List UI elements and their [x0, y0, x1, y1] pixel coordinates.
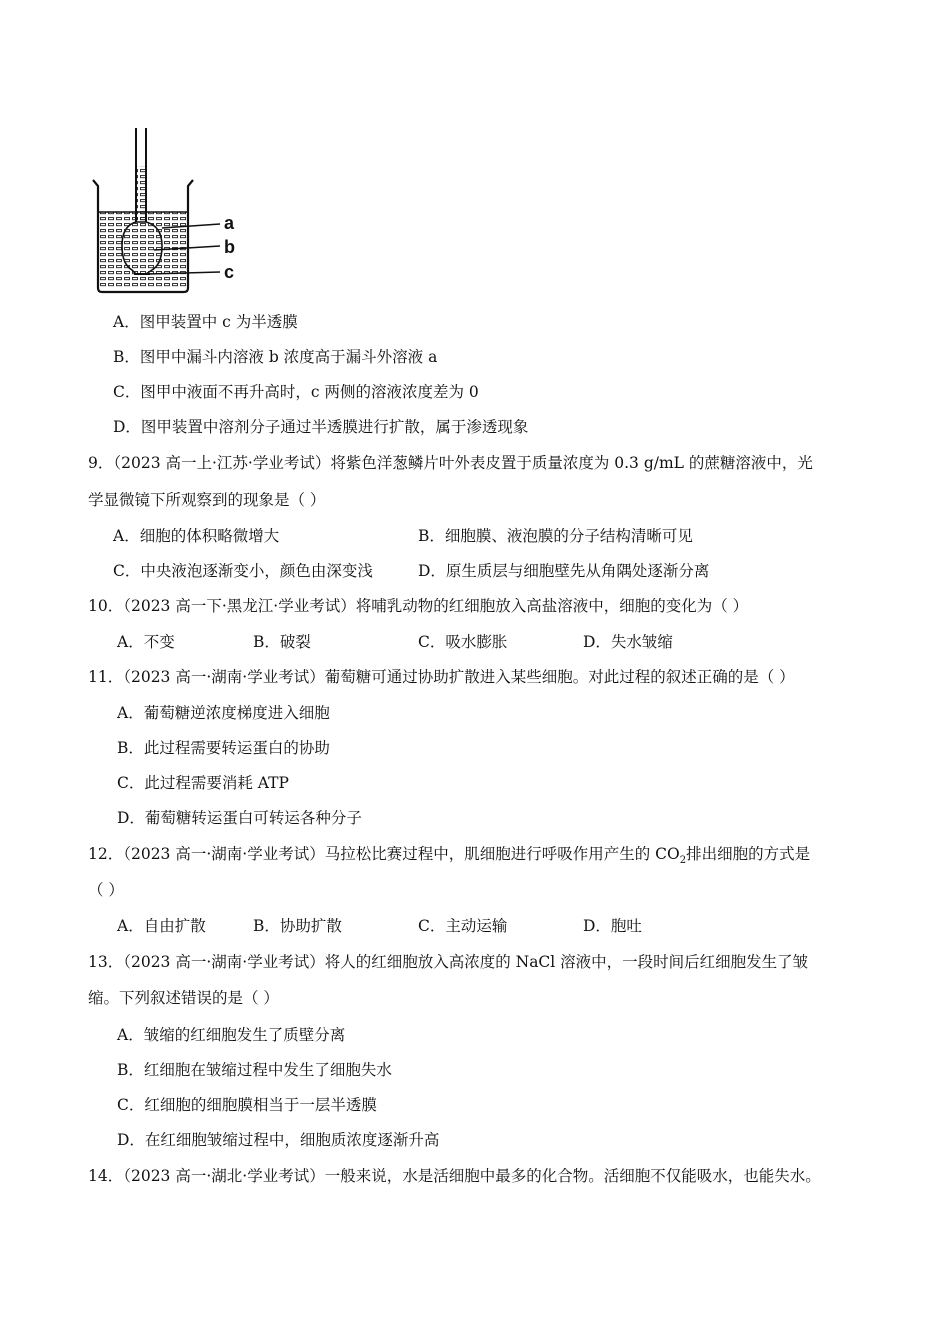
osmosis-apparatus-figure: [92, 126, 252, 298]
q12-stem-post: 排出细胞的方式是: [686, 845, 811, 863]
q12-option-a: A．自由扩散: [117, 917, 206, 935]
q11-option-a: A．葡萄糖逆浓度梯度进入细胞: [117, 704, 330, 722]
q10-option-c: C．吸水膨胀: [418, 633, 508, 651]
q10-option-d: D．失水皱缩: [583, 633, 673, 651]
q12-stem-line1: [88, 843, 810, 872]
q13-option-d: D．在红细胞皱缩过程中，细胞质浓度逐渐升高: [117, 1131, 440, 1149]
q10-option-a: A．不变: [117, 633, 175, 651]
q10-option-b: B．破裂: [253, 633, 311, 651]
q8-option-b: B．图甲中漏斗内溶液 b 浓度高于漏斗外溶液 a: [113, 348, 438, 366]
q8-option-c: C．图甲中液面不再升高时，c 两侧的溶液浓度差为 0: [113, 383, 479, 401]
q11-stem-line1: 11．（2023 高一·湖南·学业考试）葡萄糖可通过协助扩散进入某些细胞。对此过程的叙述正确的是（ ）: [88, 668, 795, 686]
figure-label-b: b: [224, 237, 235, 257]
q12-option-c: C．主动运输: [418, 917, 508, 935]
q12-stem-pre: 12．（2023 高一·湖南·学业考试）马拉松比赛过程中，肌细胞进行呼吸作用产生的 CO: [88, 845, 680, 863]
q13-option-a: A．皱缩的红细胞发生了质壁分离: [117, 1026, 346, 1044]
q13-stem-line1: 13．（2023 高一·湖南·学业考试）将人的红细胞放入高浓度的 NaCl 溶液中，一段时间后红细胞发生了皱: [88, 953, 809, 971]
q12-stem-line2: （ ）: [88, 881, 124, 899]
q10-stem-line1: 10．（2023 高一下·黑龙江·学业考试）将哺乳动物的红细胞放入高盐溶液中，细胞的变化为（ ）: [88, 597, 749, 615]
q9-option-a: A．细胞的体积略微增大: [113, 527, 280, 545]
q9-stem-line2: 学显微镜下所观察到的现象是（ ）: [88, 491, 326, 509]
figure-label-c: c: [224, 262, 235, 282]
figure-label-a: a: [224, 213, 235, 233]
q13-stem-line2: 缩。下列叙述错误的是（ ）: [88, 989, 279, 1007]
q9-stem-line1: 9．（2023 高一上·江苏·学业考试）将紫色洋葱鳞片叶外表皮置于质量浓度为 0.3 g/mL 的蔗糖溶液中，光: [88, 454, 813, 472]
q11-option-d: D．葡萄糖转运蛋白可转运各种分子: [117, 809, 362, 827]
q12-option-d: D．胞吐: [583, 917, 642, 935]
q14-stem-line1: 14．（2023 高一·湖北·学业考试）一般来说，水是活细胞中最多的化合物。活细胞不仅能吸水，也能失水。: [88, 1167, 821, 1185]
q13-option-c: C．红细胞的细胞膜相当于一层半透膜: [117, 1096, 377, 1114]
q9-option-c: C．中央液泡逐渐变小，颜色由深变浅: [113, 562, 373, 580]
q9-option-d: D．原生质层与细胞壁先从角隅处逐渐分离: [418, 562, 710, 580]
q11-option-b: B．此过程需要转运蛋白的协助: [117, 739, 330, 757]
q8-option-d: D．图甲装置中溶剂分子通过半透膜进行扩散，属于渗透现象: [113, 418, 529, 436]
q8-option-a: A．图甲装置中 c 为半透膜: [113, 313, 298, 331]
q12-option-b: B．协助扩散: [253, 917, 342, 935]
q13-option-b: B．红细胞在皱缩过程中发生了细胞失水: [117, 1061, 392, 1079]
q11-option-c: C．此过程需要消耗 ATP: [117, 774, 289, 792]
q12-co2-subscript: 2: [679, 855, 687, 867]
q9-option-b: B．细胞膜、液泡膜的分子结构清晰可见: [418, 527, 693, 545]
